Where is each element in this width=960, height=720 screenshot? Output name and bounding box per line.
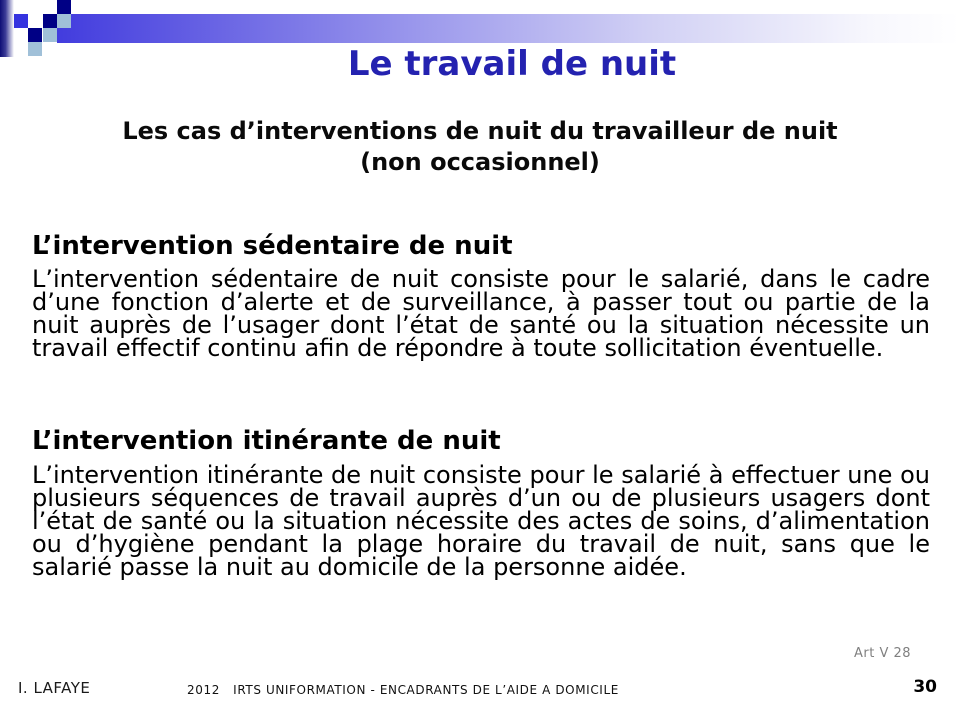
section-heading-itinerante: L’intervention itinérante de nuit (32, 426, 501, 456)
deco-square-navy-low (28, 28, 42, 42)
deco-square-navy-top (57, 0, 71, 14)
subtitle-line-1: Les cas d’interventions de nuit du travailleur de nuit (122, 117, 838, 145)
section-heading-sedentaire: L’intervention sédentaire de nuit (32, 231, 513, 261)
section-body-sedentaire: L’intervention sédentaire de nuit consiste pour le salarié, dans le cadre d’une fonction d’alerte et de surveillance, à passer tout ou partie de la nuit auprès de l’usager dont l’état de santé ou la situation nécessite un travail effectif continu afin de répondre à toute sollicitation éventuelle. (32, 265, 930, 362)
footer-center-text: 2012 IRTS UNIFORMATION - ENCADRANTS DE L’AIDE A DOMICILE (187, 683, 619, 697)
header-gradient-bar (57, 14, 960, 43)
deco-square-lightblue-bottom (28, 42, 42, 56)
deco-square-navy-mid (43, 14, 57, 28)
slide-title: Le travail de nuit (347, 44, 677, 84)
annotation-art-reference: Art V 28 (854, 646, 912, 661)
deco-square-lightblue-mid (43, 28, 57, 42)
deco-square-blue (14, 14, 28, 28)
footer-page-number: 30 (913, 677, 937, 697)
deco-square-lightblue-top (57, 14, 71, 28)
left-gradient-strip (0, 0, 14, 57)
subtitle-line-2: (non occasionnel) (360, 148, 600, 176)
section-body-itinerante: L’intervention itinérante de nuit consiste pour le salarié à effectuer une ou plusieurs séquences de travail auprès d’un ou de plusieurs usagers dont l’état de santé ou la situation nécessite des actes de soins, d’alimentation ou d’hygiène pendant la plage horaire du travail de nuit, sans que le salarié passe la nuit au domicile de la personne aidée. (32, 461, 930, 581)
slide-subtitle (30, 116, 930, 178)
footer-author: I. LAFAYE (18, 679, 91, 697)
